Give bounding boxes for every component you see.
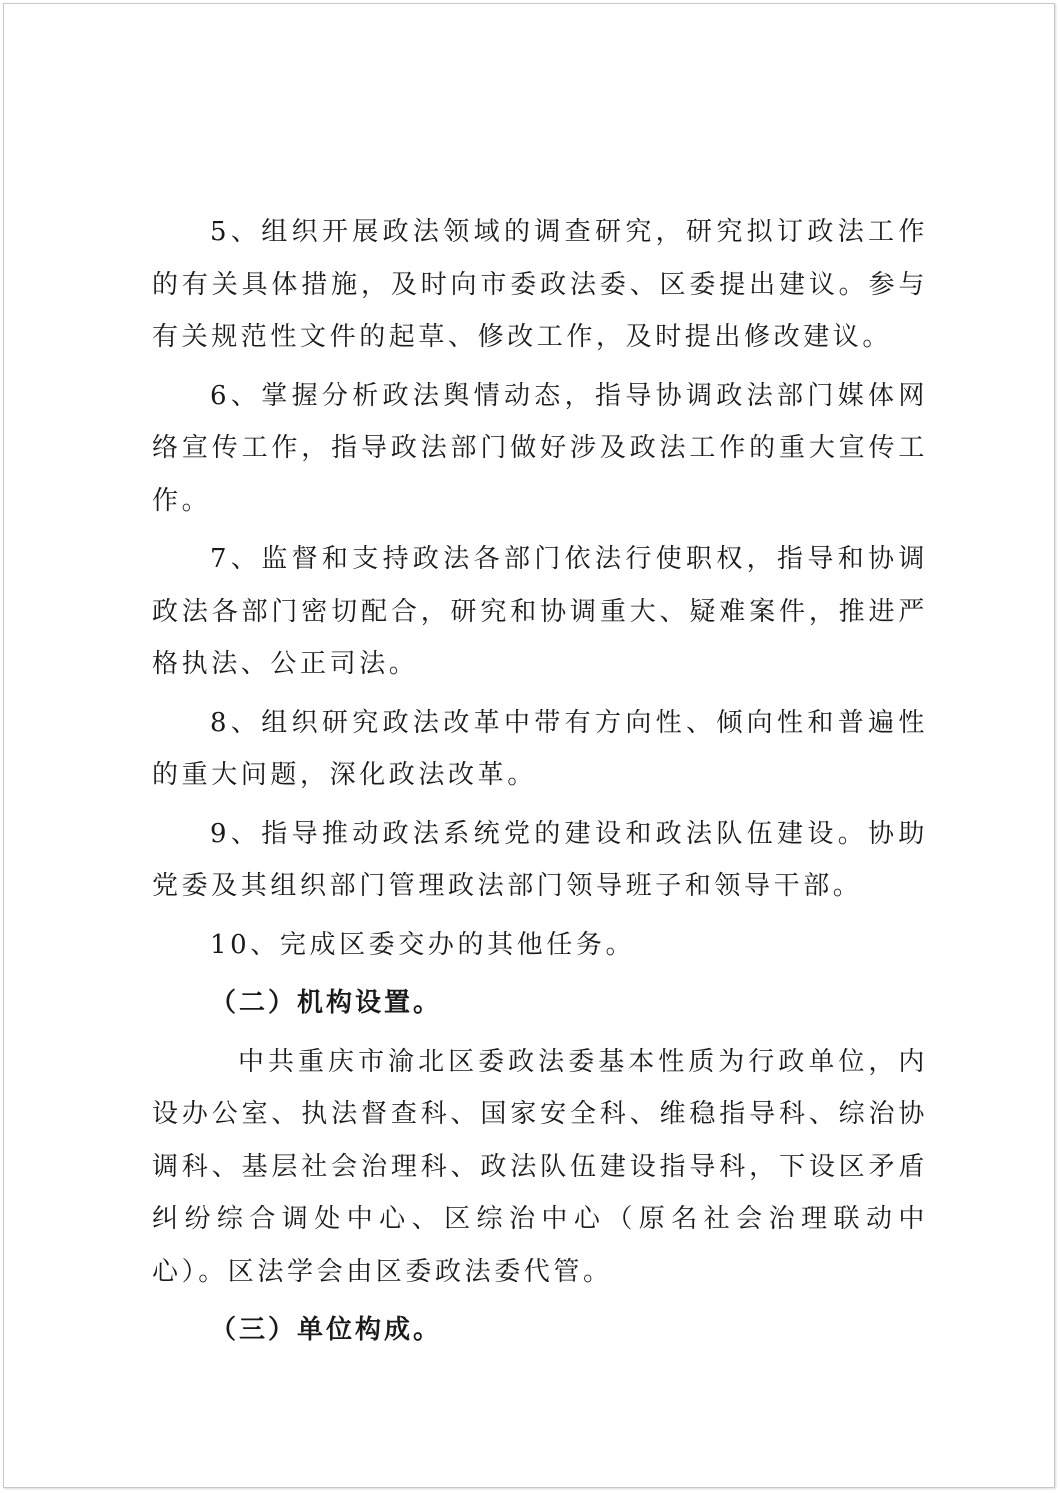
section-heading-composition: （三）单位构成。 [210,1315,443,1345]
duty-item-8: 8、组织研究政法改革中带有方向性、倾向性和普遍性的重大问题，深化政法改革。 [152,707,928,790]
document-page [3,3,1055,1488]
duty-item-10: 10、完成区委交办的其他任务。 [210,929,636,960]
duty-item-6: 6、掌握分析政法舆情动态，指导协调政法部门媒体网络宣传工作，指导政法部门做好涉及政法工作的重大宣传工作。 [152,380,928,516]
duty-item-7: 7、监督和支持政法各部门依法行使职权，指导和协调政法各部门密切配合，研究和协调重大、疑难案件，推进严格执法、公正司法。 [152,544,928,679]
section-heading-organization: （二）机构设置。 [210,988,443,1018]
duty-item-9: 9、指导推动政法系统党的建设和政法队伍建设。协助党委及其组织部门管理政法部门领导班子和领导干部。 [152,818,928,901]
organization-paragraph: 中共重庆市渝北区委政法委基本性质为行政单位，内设办公室、执法督查科、国家安全科、维稳指导科、综治协调科、基层社会治理科、政法队伍建设指导科，下设区矛盾纠纷综合调处中心、区综治中心（原名社会治理联动中心）。区法学会由区委政法委代管。 [152,1046,928,1287]
duty-item-5: 5、组织开展政法领域的调查研究，研究拟订政法工作的有关具体措施，及时向市委政法委、区委提出建议。参与有关规范性文件的起草、修改工作，及时提出修改建议。 [152,217,928,352]
document-body [152,206,928,1357]
